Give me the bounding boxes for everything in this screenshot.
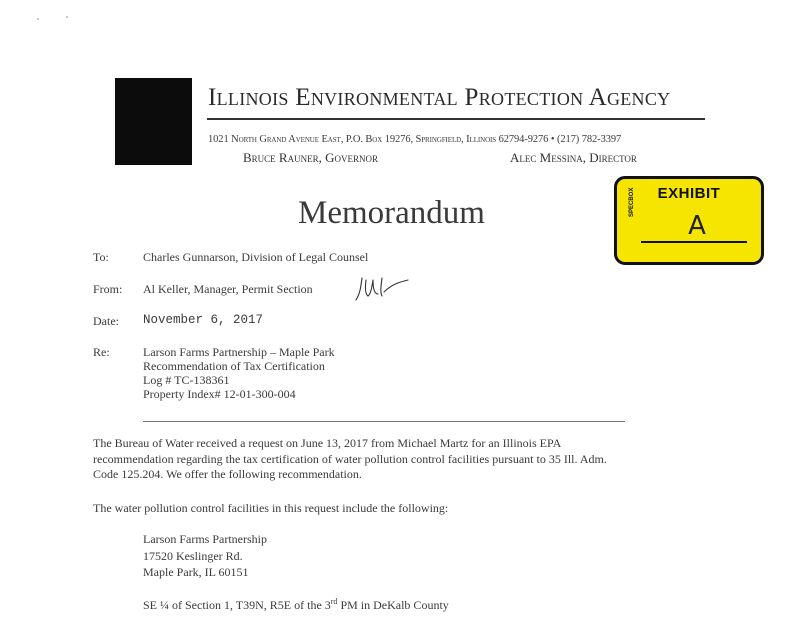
signature-initials <box>352 272 412 306</box>
re-block <box>143 345 335 401</box>
re-label: Re: <box>93 345 110 359</box>
exhibit-sticker <box>614 176 764 265</box>
re-line: Recommendation of Tax Certification <box>143 359 325 373</box>
memo-title: Memorandum <box>298 195 485 231</box>
director-name: Alec Messina, Director <box>510 150 637 165</box>
scan-speck <box>37 18 39 20</box>
address-line: Maple Park, IL 60151 <box>143 565 249 579</box>
agency-logo <box>115 78 192 165</box>
facility-address <box>143 531 743 581</box>
location-prefix: SE ¼ of Section 1, T39N, R5E of the 3 <box>143 598 331 612</box>
re-line: Property Index# 12-01-300-004 <box>143 387 296 401</box>
to-label: To: <box>93 250 109 264</box>
location-superscript: rd <box>330 597 338 606</box>
agency-name: Illinois Environmental Protection Agency <box>208 84 671 111</box>
exhibit-label: EXHIBIT <box>657 185 721 202</box>
paragraph-line: Code 125.204. We offer the following recommendation. <box>93 467 362 481</box>
from-label: From: <box>93 282 123 296</box>
exhibit-side-text: SPECBOX <box>629 187 635 217</box>
location-suffix: PM in DeKalb County <box>337 598 449 612</box>
location-description <box>143 594 743 614</box>
body-paragraph-2: The water pollution control facilities in this request include the following: <box>93 501 449 515</box>
scan-speck <box>66 16 68 18</box>
date-value: November 6, 2017 <box>143 313 264 327</box>
address-line: Larson Farms Partnership <box>143 532 267 546</box>
agency-address: 1021 North Grand Avenue East, P.O. Box 19276, Springfield, Illinois 62794-9276 • (217) 782-3397 <box>208 134 622 145</box>
from-value: Al Keller, Manager, Permit Section <box>143 282 313 296</box>
paragraph-line: The Bureau of Water received a request on June 13, 2017 from Michael Martz for an Illinois EPA <box>93 436 562 450</box>
paragraph-line: recommendation regarding the tax certification of water pollution control facilities pursuant to 35 Ill. Adm. <box>93 451 607 466</box>
re-line: Log # TC-138361 <box>143 373 230 387</box>
to-value: Charles Gunnarson, Division of Legal Counsel <box>143 250 369 264</box>
exhibit-underline <box>641 241 747 243</box>
body-divider <box>143 421 625 422</box>
body-paragraph-1 <box>93 436 693 483</box>
governor-name: Bruce Rauner, Governor <box>243 150 378 165</box>
re-line: Larson Farms Partnership – Maple Park <box>143 345 335 359</box>
header-rule <box>207 118 705 120</box>
exhibit-letter: A <box>688 211 706 241</box>
address-line: 17520 Keslinger Rd. <box>143 548 243 563</box>
date-label: Date: <box>93 314 119 328</box>
